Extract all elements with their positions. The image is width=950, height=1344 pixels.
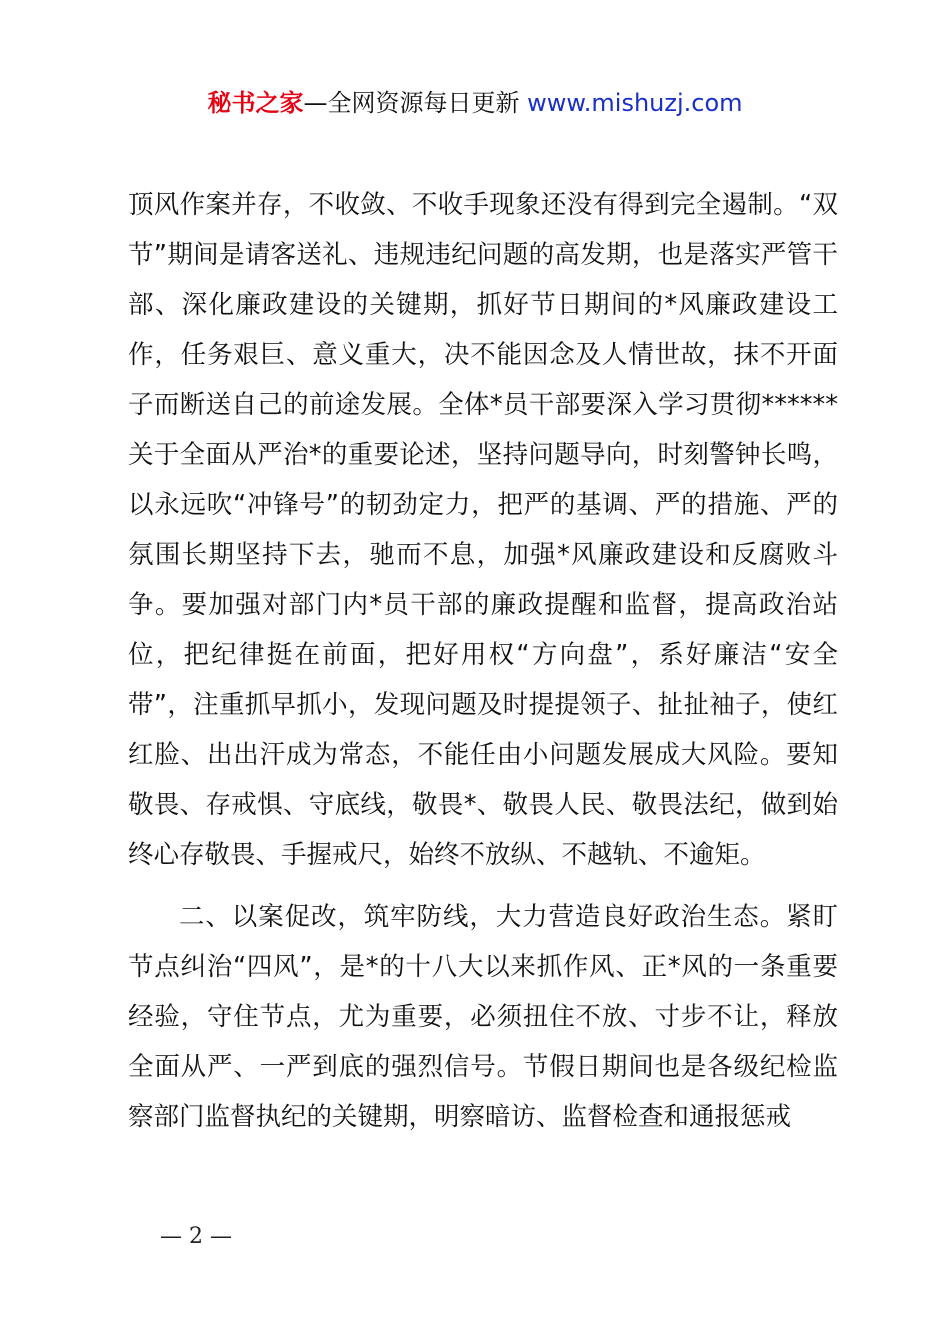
brand-name: 秘书之家	[207, 89, 304, 117]
header-tagline: —全网资源每日更新	[303, 89, 520, 117]
document-body	[128, 180, 838, 1142]
page-header	[0, 86, 950, 120]
paragraph-2: 二、以案促改，筑牢防线，大力营造良好政治生态。紧盯节点纠治“四风”，是*的十八大以来抓作风、正*风的一条重要经验，守住节点，尤为重要，必须扭住不放、寸步不让，释放全面从严、一严到底的强烈信号。节假日期间也是各级纪检监察部门监督执纪的关键期，明察暗访、监督检查和通报惩戒	[128, 902, 838, 1132]
site-url-link[interactable]: www.mishuzj.com	[527, 89, 743, 117]
paragraph-1: 顶风作案并存，不收敛、不收手现象还没有得到完全遏制。“双节”期间是请客送礼、违规违纪问题的高发期，也是落实严管干部、深化廉政建设的关键期，抓好节日期间的*风廉政建设工作，任务艰巨、意义重大，决不能因念及人情世故，抹不开面子而断送自己的前途发展。全体*员干部要深入学习贯彻******关于全面从严治*的重要论述，坚持问题导向，时刻警钟长鸣，以永远吹“冲锋号”的韧劲定力，把严的基调、严的措施、严的氛围长期坚持下去，驰而不息，加强*风廉政建设和反腐败斗争。要加强对部门内*员干部的廉政提醒和监督，提高政治站位，把纪律挺在前面，把好用权“方向盘”，系好廉洁“安全带”，注重抓早抓小，发现问题及时提提领子、扯扯袖子，使红红脸、出出汗成为常态，不能任由小问题发展成大风险。要知敬畏、存戒惧、守底线，敬畏*、敬畏人民、敬畏法纪，做到始终心存敬畏、手握戒尺，始终不放纵、不越轨、不逾矩。	[128, 190, 838, 870]
page-number: — 2 —	[160, 1224, 232, 1249]
